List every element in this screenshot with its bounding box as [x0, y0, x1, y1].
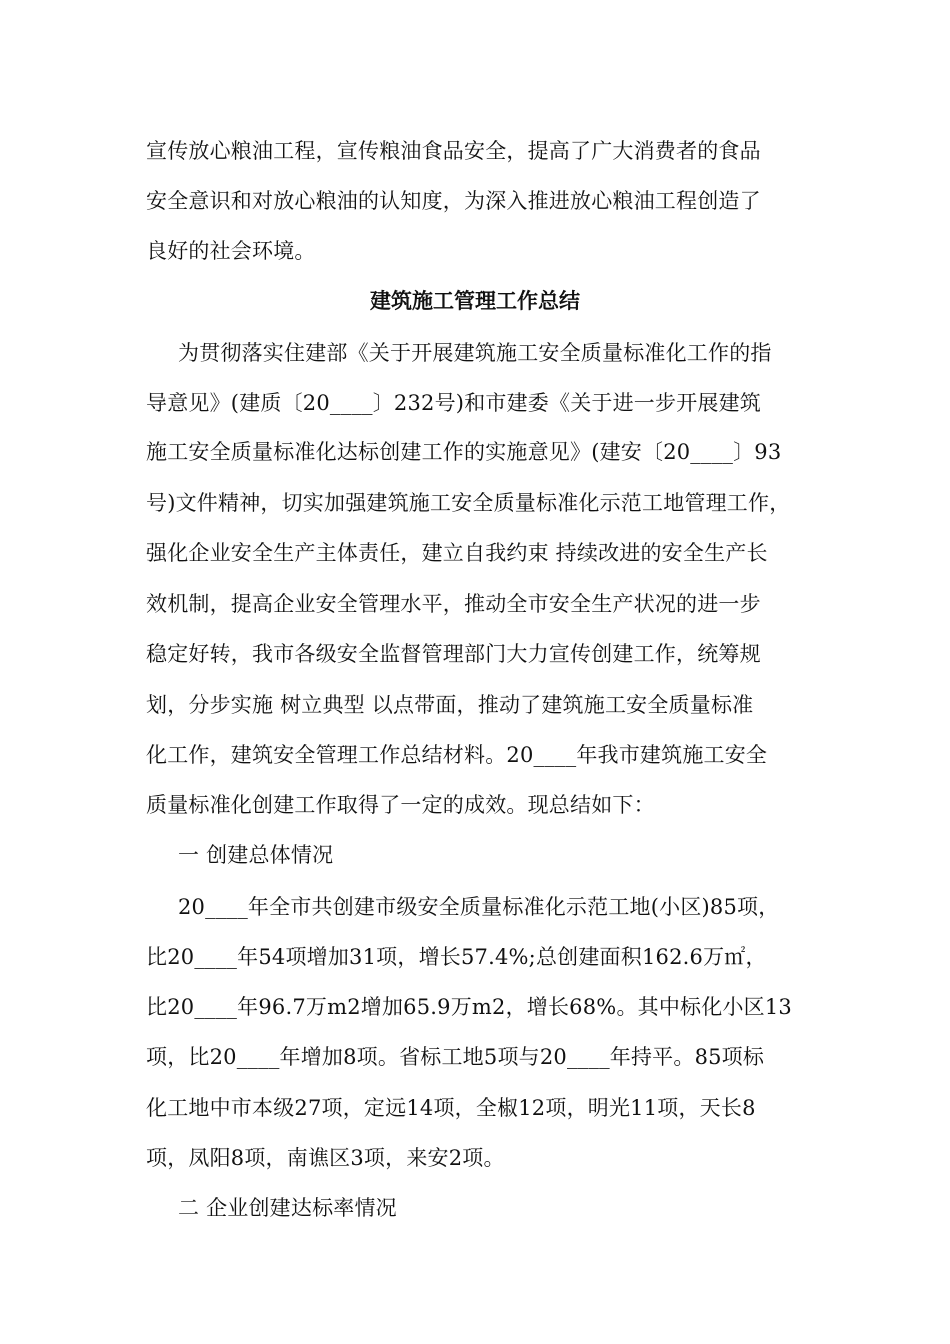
section1-line-4: 项，比20____年增加8项。省标工地5项与20____年持平。85项标 [146, 1045, 765, 1069]
paragraph1-line-7: 稳定好转，我市各级安全监督管理部门大力宣传创建工作，统筹规 [146, 642, 761, 666]
intro-line-3: 良好的社会环境。 [146, 239, 316, 263]
document-title: 建筑施工管理工作总结 [370, 288, 580, 313]
section1-line-6: 项，凤阳8项，南谯区3项，来安2项。 [146, 1146, 505, 1170]
paragraph1-line-10: 质量标准化创建工作取得了一定的成效。现总结如下： [146, 793, 655, 817]
section1-line-5: 化工地中市本级27项，定远14项，全椒12项，明光11项，天长8 [146, 1096, 756, 1120]
intro-line-2: 安全意识和对放心粮油的认知度，为深入推进放心粮油工程创造了 [146, 189, 761, 213]
paragraph1-line-8: 划，分步实施 树立典型 以点带面，推动了建筑施工安全质量标准 [146, 693, 754, 717]
section1-line-3: 比20____年96.7万m2增加65.9万m2，增长68%。其中标化小区13 [146, 995, 792, 1019]
section1-heading: 一 创建总体情况 [178, 843, 334, 867]
section1-line-2: 比20____年54项增加31项，增长57.4%;总创建面积162.6万㎡， [146, 945, 767, 969]
paragraph1-line-2: 导意见》(建质〔20____〕232号)和市建委《关于进一步开展建筑 [146, 391, 761, 415]
paragraph1-line-1: 为贯彻落实住建部《关于开展建筑施工安全质量标准化工作的指 [178, 341, 772, 365]
paragraph1-line-4: 号)文件精神，切实加强建筑施工安全质量标准化示范工地管理工作， [146, 491, 791, 515]
paragraph1-line-6: 效机制，提高企业安全管理水平，推动全市安全生产状况的进一步 [146, 592, 761, 616]
section2-heading: 二 企业创建达标率情况 [178, 1196, 397, 1220]
section1-line-1: 20____年全市共创建市级安全质量标准化示范工地(小区)85项， [178, 895, 780, 919]
paragraph1-line-5: 强化企业安全生产主体责任，建立自我约束 持续改进的安全生产长 [146, 541, 768, 565]
paragraph1-line-3: 施工安全质量标准化达标创建工作的实施意见》(建安〔20____〕93 [146, 440, 782, 464]
intro-line-1: 宣传放心粮油工程，宣传粮油食品安全，提高了广大消费者的食品 [146, 139, 761, 163]
paragraph1-line-9: 化工作，建筑安全管理工作总结材料。20____年我市建筑施工安全 [146, 743, 768, 767]
